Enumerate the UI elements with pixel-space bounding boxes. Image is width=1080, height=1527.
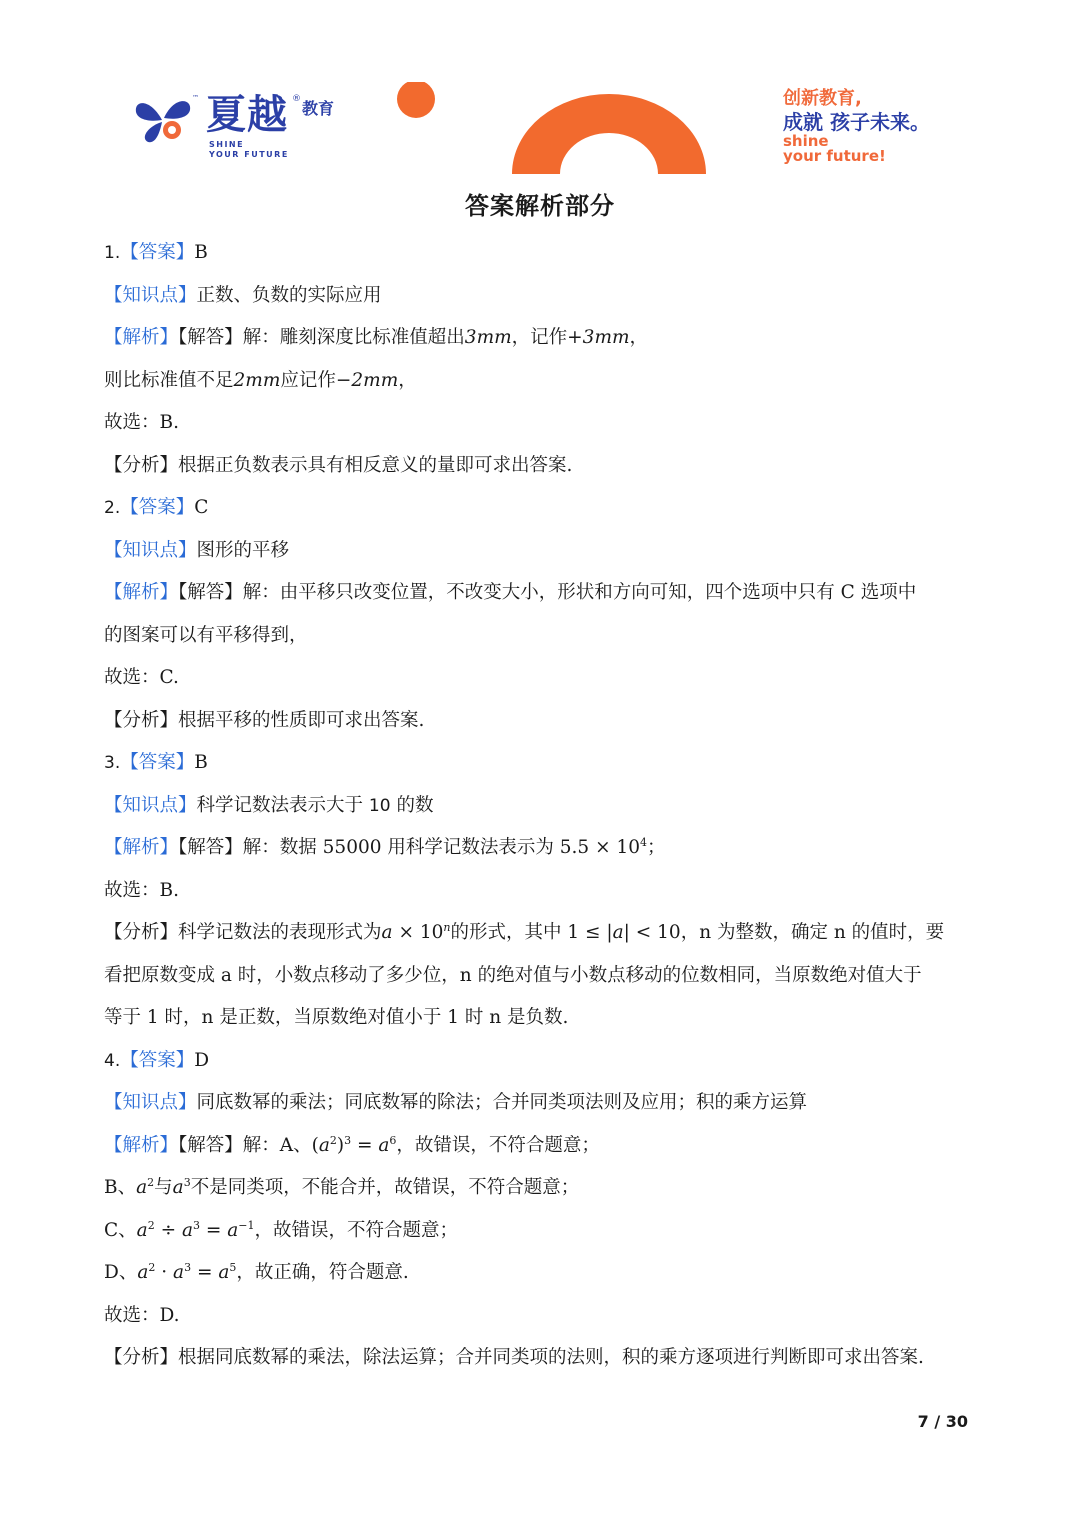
logo-tagline-1: SHINE (209, 140, 245, 149)
q3-summary-line-3: 等于 1 时，n 是正数，当原数绝对值小于 1 时 n 是负数. (104, 1007, 569, 1028)
text: ，记作 (511, 327, 568, 348)
text: ； (647, 837, 666, 858)
q4-solution-line-1 (104, 1125, 984, 1168)
analysis-tag: 【解析】 (104, 837, 179, 858)
math: a (136, 1219, 148, 1241)
superscript: 2 (329, 1133, 337, 1147)
text: 应记作 (280, 369, 336, 391)
superscript: 6 (389, 1133, 397, 1147)
text: C、 (104, 1219, 137, 1241)
knowledge-tag: 【知识点】 (104, 794, 197, 816)
knowledge-tag: 【知识点】 (104, 1092, 197, 1113)
math: a (318, 1134, 330, 1156)
text: | < 10，n 为整数，确定 n 的值时，要 (623, 922, 945, 943)
knowledge-text: 正数、负数的实际应用 (196, 284, 382, 306)
text: ，故错误，不符合题意； (396, 1134, 600, 1156)
q1-solution-line-2 (104, 360, 984, 403)
math: a (218, 1262, 230, 1283)
q4-choose-line: 故选：D. (104, 1304, 180, 1326)
knowledge-tag: 【知识点】 (104, 284, 197, 306)
q1-summary-line (104, 445, 984, 488)
trademark-mark: ™ (192, 94, 199, 102)
summary-tag: 【分析】 (104, 922, 179, 943)
page-title: 答案解析部分 (465, 192, 615, 220)
answer-tag: 【答案】 (120, 752, 195, 773)
q2-knowledge-line (104, 530, 984, 573)
math: a (612, 922, 624, 943)
text: ，故错误，不符合题意； (254, 1219, 459, 1241)
math: a (137, 1262, 149, 1283)
q3-choose-line: 故选：B. (104, 879, 179, 901)
q4-answer-line (104, 1040, 984, 1083)
text: ) (336, 1134, 345, 1156)
math: a (181, 1219, 193, 1241)
answer-tag: 【答案】 (120, 497, 195, 518)
math: a (378, 1134, 390, 1156)
butterfly-logo-icon (132, 96, 196, 144)
slogan-line-2: 成就 孩子未来。 (783, 110, 930, 134)
analysis-tag: 【解析】 (104, 327, 179, 348)
summary-tag: 【分析】 (104, 1347, 179, 1368)
slogan-line-3: shine (783, 132, 829, 150)
math: a (136, 1177, 148, 1198)
text: 的形式，其中 1 ≤ | (450, 922, 613, 943)
superscript: 5 (229, 1261, 237, 1274)
answer-tag: 【答案】 (120, 1049, 195, 1071)
logo-name: 夏越 (206, 92, 288, 138)
q2-choose-line: 故选：C. (104, 667, 179, 688)
q3-summary-line-1 (104, 912, 984, 955)
q1-solution-line-1 (104, 317, 984, 360)
text: 解：雕刻深度比标准值超出 (242, 327, 465, 348)
text: 与 (154, 1177, 173, 1198)
text: B、 (104, 1177, 137, 1198)
text: 解：由平移只改变位置，不改变大小，形状和方向可知，四个选项中只有 C 选项中 (242, 582, 917, 603)
text: = (351, 1134, 379, 1156)
summary-text: 根据平移的性质即可求出答案. (178, 709, 425, 731)
text: = (191, 1262, 219, 1283)
logo-edu: 教育 (302, 99, 335, 118)
summary-text: 根据正负数表示具有相反意义的量即可求出答案. (178, 454, 573, 476)
q3-answer-line (104, 742, 984, 785)
question-number: 1. (104, 243, 121, 263)
text: × 10 (392, 922, 444, 943)
q3-solution-line-1 (104, 827, 984, 870)
brand-logo (132, 92, 352, 164)
text: 不是同类项，不能合并，故错误，不符合题意； (190, 1177, 580, 1198)
q2-solution-line-1 (104, 572, 984, 615)
solve-tag: 【解答】 (178, 1134, 243, 1156)
answer-value: B (194, 752, 208, 773)
registered-mark: ® (292, 94, 301, 104)
decorative-arc-icon (395, 82, 715, 177)
question-number: 4. (104, 1050, 121, 1071)
text: = (199, 1219, 228, 1241)
page-number: 7 / 30 (917, 1412, 968, 1431)
q4-summary-line (104, 1337, 984, 1380)
q4-solution-line-2 (104, 1167, 984, 1210)
text: 的数 (396, 794, 434, 816)
text: 则比标准值不足 (104, 369, 234, 391)
q2-answer-line (104, 487, 984, 530)
q4-solution-line-4 (104, 1252, 984, 1295)
knowledge-text: 同底数幂的乘法；同底数幂的除法；合并同类项法则及应用；积的乘方运算 (196, 1092, 808, 1113)
q1-answer-line (104, 232, 984, 275)
q4-solution-line-3 (104, 1210, 984, 1253)
math: a (381, 922, 393, 943)
text: 科学记数法的表现形式为 (178, 922, 382, 943)
math: 2mm (233, 369, 281, 391)
text: 解：A、( (242, 1134, 319, 1156)
q4-knowledge-line (104, 1082, 984, 1125)
q1-knowledge-line (104, 275, 984, 318)
math: a (173, 1262, 185, 1283)
text: ， (629, 327, 649, 348)
text: 解：数据 55000 用科学记数法表示为 5.5 × 10 (242, 837, 640, 858)
superscript: 3 (183, 1176, 191, 1189)
solve-tag: 【解答】 (178, 582, 243, 603)
solve-tag: 【解答】 (178, 837, 243, 858)
text: D、 (104, 1262, 138, 1283)
text: ， (398, 369, 417, 391)
text: 10 (368, 795, 391, 816)
superscript: 2 (147, 1176, 155, 1189)
answer-value: D (194, 1049, 210, 1071)
superscript: −1 (238, 1218, 255, 1232)
math: a (227, 1219, 239, 1241)
math: 3mm (464, 327, 512, 348)
knowledge-tag: 【知识点】 (104, 539, 197, 561)
superscript: 3 (184, 1261, 192, 1274)
superscript: 3 (192, 1218, 200, 1232)
answer-value: B (194, 242, 208, 263)
slogan (783, 88, 983, 164)
q3-summary-line-2: 看把原数变成 a 时，小数点移动了多少位，n 的绝对值与小数点移动的位数相同，当原数绝对值大于 (104, 964, 922, 986)
page-header (0, 0, 1080, 180)
text: ÷ (154, 1219, 182, 1241)
math: −2mm (335, 369, 399, 391)
superscript: 4 (640, 836, 647, 849)
math: a (172, 1177, 184, 1198)
question-number: 2. (104, 498, 121, 518)
summary-tag: 【分析】 (104, 709, 179, 731)
logo-tagline-2: YOUR FUTURE (209, 150, 289, 159)
superscript: 2 (147, 1218, 155, 1232)
answer-tag: 【答案】 (120, 242, 195, 263)
superscript: n (443, 921, 451, 934)
text: ，故正确，符合题意. (236, 1262, 409, 1283)
q3-knowledge-line (104, 785, 984, 828)
analysis-tag: 【解析】 (104, 1134, 179, 1156)
text: · (155, 1262, 174, 1283)
summary-text: 根据同底数幂的乘法，除法运算；合并同类项的法则，积的乘方逐项进行判断即可求出答案. (178, 1347, 924, 1368)
q2-summary-line (104, 700, 984, 743)
question-number: 3. (104, 753, 121, 773)
analysis-tag: 【解析】 (104, 582, 179, 603)
slogan-line-1: 创新教育, (783, 88, 862, 109)
summary-tag: 【分析】 (104, 454, 179, 476)
knowledge-text: 图形的平移 (196, 539, 290, 561)
superscript: 2 (148, 1261, 156, 1274)
answer-value: C (194, 497, 209, 518)
answer-content (104, 232, 984, 1380)
text: 科学记数法表示大于 (196, 794, 364, 816)
q2-solution-line-2: 的图案可以有平移得到， (104, 624, 308, 646)
slogan-line-4: your future! (783, 147, 886, 165)
solve-tag: 【解答】 (178, 327, 243, 348)
math: +3mm (567, 327, 630, 348)
q1-choose-line: 故选：B. (104, 412, 179, 433)
superscript: 3 (344, 1133, 352, 1147)
